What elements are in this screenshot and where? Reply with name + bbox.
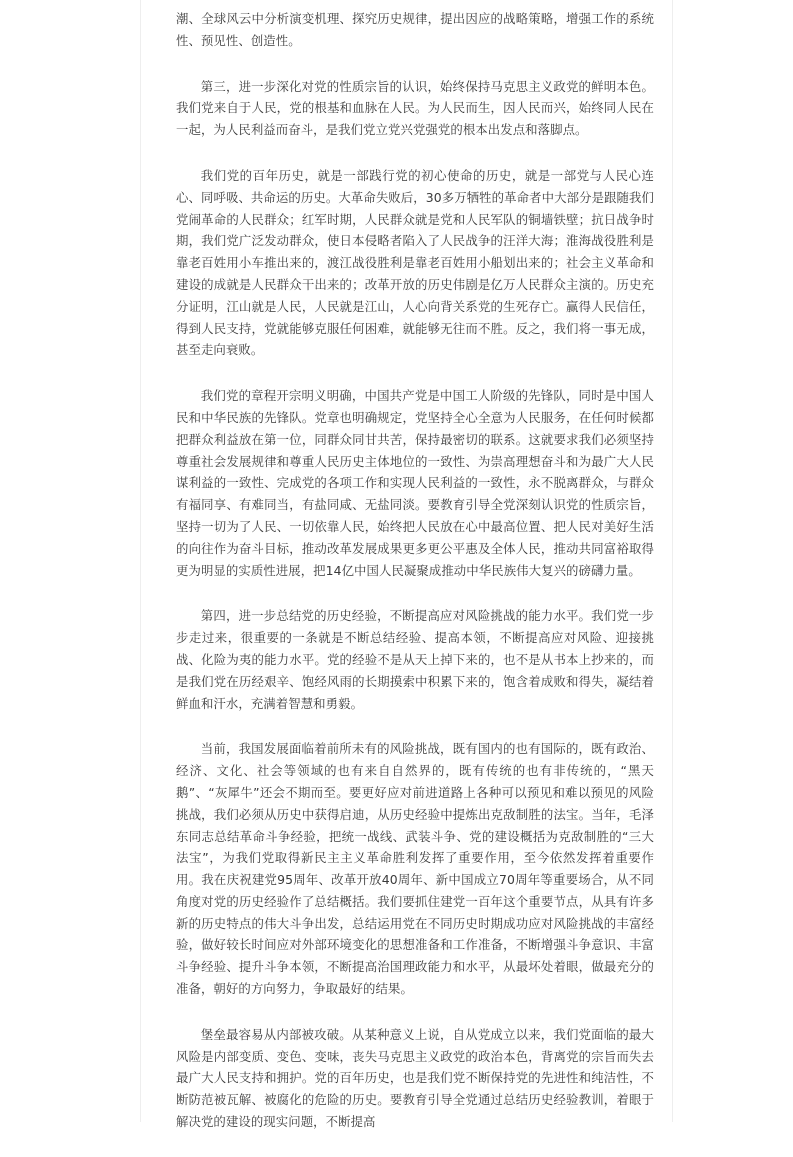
paragraph-fourth-point: 第四，进一步总结党的历史经验，不断提高应对风险挑战的能力水平。我们党一步步走过来，很重要的一条就是不断总结经验、提高本领，不断提高应对风险、迎接挑战、化险为夷的能力水平。党的经验不是从天上掉下来的，也不是从书本上抄来的，而是我们党在历经艰辛、饱经风雨的长期摸索中积累下来的，饱含着成败和得失，凝结着鲜血和汗水，充满着智慧和勇毅。 bbox=[176, 608, 654, 711]
paragraph-continuation: 潮、全球风云中分析演变机理、探究历史规律，提出因应的战略策略，增强工作的系统性、预见性、创造性。 bbox=[176, 11, 654, 48]
left-margin-line bbox=[140, 0, 141, 1122]
paragraph-party-history: 我们党的百年历史，就是一部践行党的初心使命的历史，就是一部党与人民心连心、同呼吸、共命运的历史。大革命失败后，30多万牺牲的革命者中大部分是跟随我们党闹革命的人民群众；红军时期，人民群众就是党和人民军队的铜墙铁壁；抗日战争时期，我们党广泛发动群众，使日本侵略者陷入了人民战争的汪洋大海；淮海战役胜利是靠老百姓用小车推出来的，渡江战役胜利是靠老百姓用小船划出来的；社会主义革命和建设的成就是人民群众干出来的；改革开放的历史伟剧是亿万人民群众主演的。历史充分证明，江山就是人民，人民就是江山，人心向背关系党的生死存亡。赢得人民信任，得到人民支持，党就能够克服任何困难，就能够无往而不胜。反之，我们将一事无成，甚至走向衰败。 bbox=[176, 167, 654, 358]
paragraph-risk-challenges: 当前，我国发展面临着前所未有的风险挑战，既有国内的也有国际的，既有政治、经济、文化、社会等领域的也有来自自然界的，既有传统的也有非传统的，“黑天鹅”、“灰犀牛”还会不期而至。要更好应对前进道路上各种可以预见和难以预见的风险挑战，我们必须从历史中获得启迪，从历史经验中提炼出克敌制胜的法宝。当年，毛泽东同志总结革命斗争经验，把统一战线、武装斗争、党的建设概括为克敌制胜的“三大法宝”，为我们党取得新民主主义革命胜利发挥了重要作用，至今依然发挥着重要作用。我在庆祝建党95周年、改革开放40周年、新中国成立70周年等重要场合，从不同角度对党的历史经验作了总结概括。我们要抓住建党一百年这个重要节点，从具有许多新的历史特点的伟大斗争出发，总结运用党在不同历史时期成功应对风险挑战的丰富经验，做好较长时间应对外部环境变化的思想准备和工作准备，不断增强斗争意识、丰富斗争经验、提升斗争本领，不断提高治国理政能力和水平，从最坏处着眼，做最充分的准备，朝好的方向努力，争取最好的结果。 bbox=[176, 741, 654, 997]
right-margin-line bbox=[672, 0, 673, 1122]
paragraph-fortress: 堡垒最容易从内部被攻破。从某种意义上说，自从党成立以来，我们党面临的最大风险是内部变质、变色、变味，丧失马克思主义政党的政治本色，背离党的宗旨而失去最广大人民支持和拥护。党的百年历史，也是我们党不断保持党的先进性和纯洁性，不断防范被瓦解、被腐化的危险的历史。要教育引导全党通过总结历史经验教训，着眼于解决党的建设的现实问题，不断提高 bbox=[176, 1026, 654, 1130]
paragraph-party-constitution: 我们党的章程开宗明义明确，中国共产党是中国工人阶级的先锋队，同时是中国人民和中华民族的先锋队。党章也明确规定，党坚持全心全意为人民服务，在任何时候都把群众利益放在第一位，同群众同甘共苦，保持最密切的联系。这就要求我们必须坚持尊重社会发展规律和尊重人民历史主体地位的一致性、为崇高理想奋斗和为最广大人民谋利益的一致性、完成党的各项工作和实现人民利益的一致性，永不脱离群众，与群众有福同享、有难同当，有盐同咸、无盐同淡。要教育引导全党深刻认识党的性质宗旨，坚持一切为了人民、一切依靠人民，始终把人民放在心中最高位置、把人民对美好生活的向往作为奋斗目标，推动改革发展成果更多更公平惠及全体人民，推动共同富裕取得更为明显的实质性进展，把14亿中国人民凝聚成推动中华民族伟大复兴的磅礴力量。 bbox=[176, 388, 654, 578]
article-body bbox=[176, 8, 654, 1157]
paragraph-third-point: 第三，进一步深化对党的性质宗旨的认识，始终保持马克思主义政党的鲜明本色。我们党来自于人民，党的根基和血脉在人民。为人民而生，因人民而兴，始终同人民在一起，为人民利益而奋斗，是我们党立党兴党强党的根本出发点和落脚点。 bbox=[176, 78, 654, 138]
